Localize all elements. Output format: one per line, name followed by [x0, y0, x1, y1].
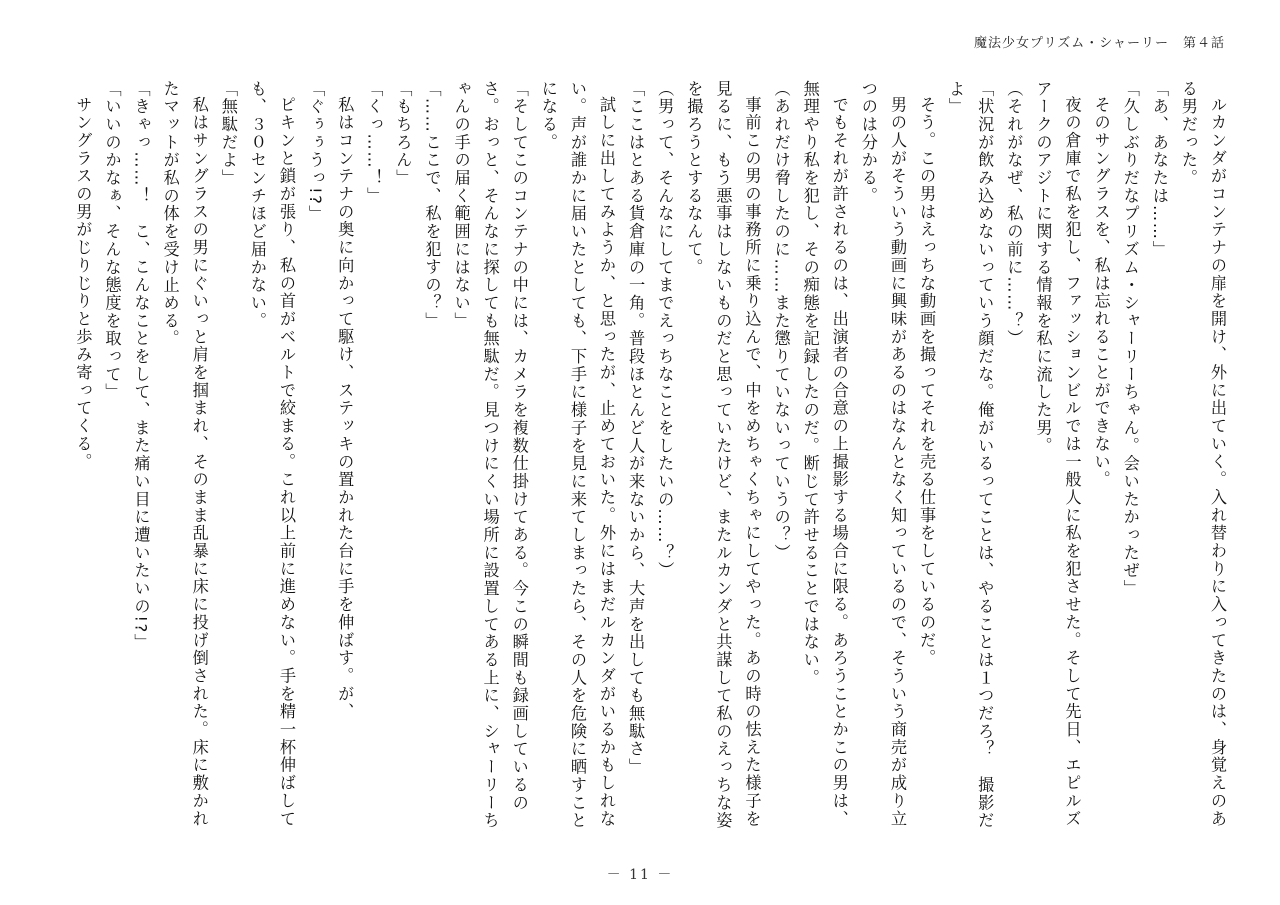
paragraph: 事前この男の事務所に乗り込んで、中をめちゃくちゃにしてやった。あの時の怯えた様子を見るに、もう悪事はしないものだと思っていたけど、またルカンダと共謀して私のえっちな姿を撮ろうとするなんて。	[684, 80, 762, 830]
paragraph: 「ここはとある貨倉庫の一角。普段ほとんど人が来ないから、大声を出しても無駄さ」	[626, 80, 646, 777]
paragraph: 「状況が飲み込めないっていう顔だな。俺がいるってことは、やることは１つだろ？ 撮影だよ」	[946, 80, 995, 830]
paragraph: ルカンダがコンテナの扉を開け、外に出ていく。入れ替わりに入ってきたのは、身覚えのある男だった。	[1178, 80, 1227, 829]
page-number: － 11 －	[606, 867, 674, 883]
paragraph: 「無駄だよ」	[218, 80, 238, 188]
paragraph: 「いいのかなぁ、そんな態度を取って」	[102, 80, 122, 402]
paragraph: そのサングラスを、私は忘れることができない。	[1091, 96, 1111, 489]
paragraph: でもそれが許されるのは、出演者の合意の上撮影する場合に限る。あろうことかこの男は、無理やり私を犯し、その痴態を記録したのだ。断じて許せることではない。	[800, 80, 849, 829]
paragraph: 「くっ……！」	[364, 80, 384, 205]
page-header-title: 魔法少女プリズム・シャーリー 第４話	[974, 36, 1225, 51]
body-text	[72, 80, 1232, 840]
paragraph: （男って、そんなにしてまでえっちなことをしたいの……？）	[655, 80, 675, 580]
paragraph: 試しに出してみようか、と思ったが、止めておいた。外にはまだルカンダがいるかもしれない。声が誰かに届いたとしても、下手に様子を見に来てしまったら、その人を危険に晒すことになる。	[538, 80, 617, 830]
paragraph: 「きゃっ……！ こ、こんなことをして、また痛い目に遭いたいの!?」	[131, 80, 151, 652]
paragraph: 夜の倉庫で私を犯し、ファッションビルでは一般人に私を犯させた。そして先日、エピルズアークのアジトに関する情報を私に流した男。	[1033, 80, 1082, 829]
paragraph: サングラスの男がじりじりと歩み寄ってくる。	[73, 96, 93, 472]
paragraph: 「そしてこのコンテナの中には、カメラを複数仕掛けてある。今この瞬間も録画しているのさ。おっと、そんなに探しても無駄だ。見つけにくい場所に設置してある上に、シャーリーちゃんの手の届く範囲にはない」	[451, 80, 529, 830]
paragraph: 「もちろん」	[393, 80, 413, 188]
paragraph: 私はコンテナの奥に向かって駆け、ステッキの置かれた台に手を伸ばす。が、	[335, 96, 355, 721]
paragraph: 「ぐぅぅうっ!?」	[306, 80, 326, 224]
paragraph: 私はサングラスの男にぐいっと肩を掴まれ、そのまま乱暴に床に投げ倒された。床に敷かれたマットが私の体を受け止める。	[160, 80, 209, 829]
paragraph: （それがなぜ、私の前に……？）	[1004, 80, 1024, 348]
paragraph: （あれだけ脅したのに……また懲りていないっていうの？）	[771, 80, 791, 562]
paragraph: 男の人がそういう動画に興味があるのはなんとなく知っているので、そういう商売が成り立つのは分かる。	[858, 80, 907, 829]
paragraph: ピキンと鎖が張り、私の首がベルトで絞まる。これ以上前に進めない。手を精一杯伸ばしても、３０センチほど届かない。	[247, 80, 296, 829]
paragraph: そう。この男はえっちな動画を撮ってそれを売る仕事をしているのだ。	[917, 96, 937, 668]
paragraph: 「久しぶりだなプリズム・シャーリーちゃん。会いたかったぜ」	[1120, 80, 1140, 598]
paragraph: 「……ここで、私を犯すの？」	[422, 80, 442, 330]
paragraph: 「あ、あなたは……」	[1149, 80, 1169, 259]
